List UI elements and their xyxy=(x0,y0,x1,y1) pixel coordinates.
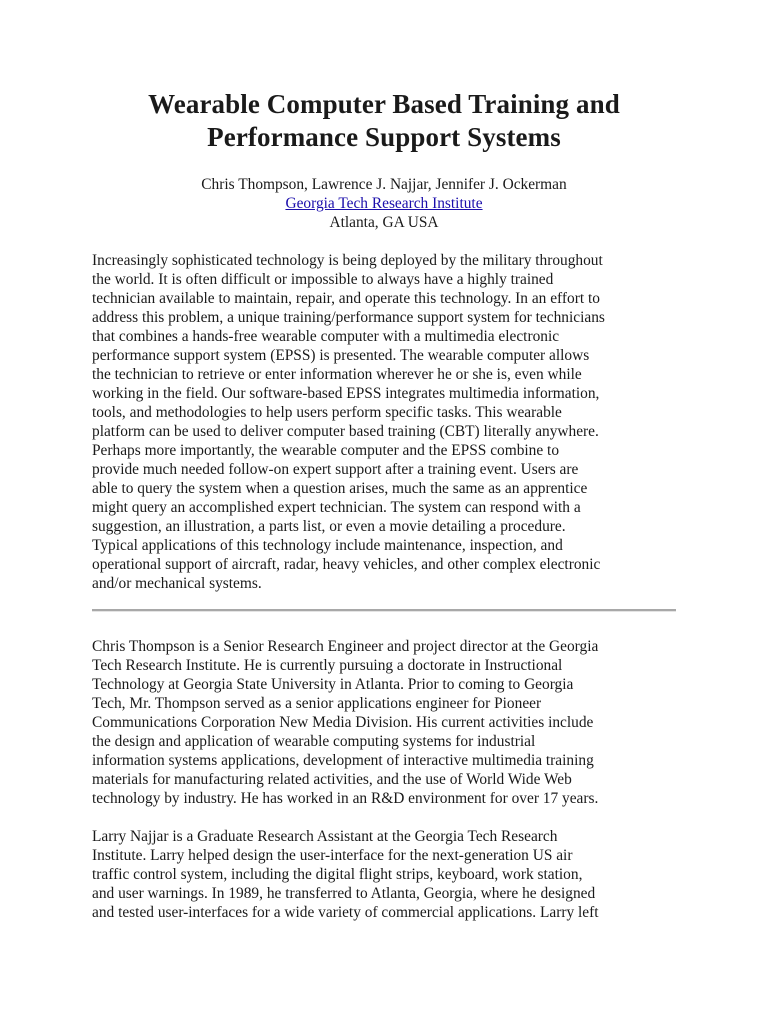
paper-title xyxy=(92,88,676,154)
abstract-line: that combines a hands-free wearable computer with a multimedia electronic xyxy=(92,328,560,345)
bio-line: Chris Thompson is a Senior Research Engineer and project director at the Georgia xyxy=(92,638,599,655)
abstract-line: Increasingly sophisticated technology is being deployed by the military throughout xyxy=(92,252,603,269)
location: Atlanta, GA USA xyxy=(329,214,439,231)
abstract-line: suggestion, an illustration, a parts list, or even a movie detailing a procedure. xyxy=(92,518,566,535)
bio-line: and tested user-interfaces for a wide variety of commercial applications. Larry left xyxy=(92,904,599,921)
institute-link[interactable]: Georgia Tech Research Institute xyxy=(285,195,483,212)
abstract-line: might query an accomplished expert technician. The system can respond with a xyxy=(92,499,581,516)
bio-line: Institute. Larry helped design the user-interface for the next-generation US air xyxy=(92,847,573,864)
abstract-line: Typical applications of this technology include maintenance, inspection, and xyxy=(92,537,563,554)
authors: Chris Thompson, Lawrence J. Najjar, Jennifer J. Ockerman xyxy=(201,176,567,193)
bio-line: materials for manufacturing related activities, and the use of World Wide Web xyxy=(92,771,572,788)
abstract-line: performance support system (EPSS) is presented. The wearable computer allows xyxy=(92,347,590,364)
abstract-line: the world. It is often difficult or impossible to always have a highly trained xyxy=(92,271,554,288)
abstract-line: platform can be used to deliver computer based training (CBT) literally anywhere. xyxy=(92,423,599,440)
bio-line: Larry Najjar is a Graduate Research Assistant at the Georgia Tech Research xyxy=(92,828,558,845)
bio-thompson xyxy=(92,637,676,808)
abstract-line: the technician to retrieve or enter information wherever he or she is, even while xyxy=(92,366,582,383)
abstract-line: working in the field. Our software-based EPSS integrates multimedia information, xyxy=(92,385,600,402)
bio-line: information systems applications, development of interactive multimedia training xyxy=(92,752,594,769)
bio-line: Tech Research Institute. He is currently pursuing a doctorate in Instructional xyxy=(92,657,563,674)
document-page xyxy=(92,0,676,922)
abstract-line: Perhaps more importantly, the wearable computer and the EPSS combine to xyxy=(92,442,560,459)
byline xyxy=(92,175,676,232)
bio-line: the design and application of wearable computing systems for industrial xyxy=(92,733,536,750)
bio-line: traffic control system, including the digital flight strips, keyboard, work station, xyxy=(92,866,583,883)
bio-najjar xyxy=(92,827,676,922)
abstract-line: able to query the system when a question arises, much the same as an apprentice xyxy=(92,480,588,497)
section-divider xyxy=(92,609,676,612)
abstract xyxy=(92,251,676,593)
abstract-line: tools, and methodologies to help users perform specific tasks. This wearable xyxy=(92,404,562,421)
abstract-line: provide much needed follow-on expert support after a training event. Users are xyxy=(92,461,579,478)
affiliation xyxy=(92,194,676,213)
bio-line: Technology at Georgia State University in Atlanta. Prior to coming to Georgia xyxy=(92,676,574,693)
bio-line: Tech, Mr. Thompson served as a senior applications engineer for Pioneer xyxy=(92,695,542,712)
abstract-line: operational support of aircraft, radar, heavy vehicles, and other complex electronic xyxy=(92,556,601,573)
bio-line: Communications Corporation New Media Division. His current activities include xyxy=(92,714,594,731)
bio-line: and user warnings. In 1989, he transferred to Atlanta, Georgia, where he designed xyxy=(92,885,596,902)
abstract-line: technician available to maintain, repair, and operate this technology. In an effort to xyxy=(92,290,600,307)
abstract-line: address this problem, a unique training/performance support system for technicians xyxy=(92,309,605,326)
bio-line: technology by industry. He has worked in an R&D environment for over 17 years. xyxy=(92,790,599,807)
paper-title-line: Performance Support Systems xyxy=(207,122,561,152)
paper-title-line: Wearable Computer Based Training and xyxy=(148,89,620,119)
abstract-line: and/or mechanical systems. xyxy=(92,575,262,592)
